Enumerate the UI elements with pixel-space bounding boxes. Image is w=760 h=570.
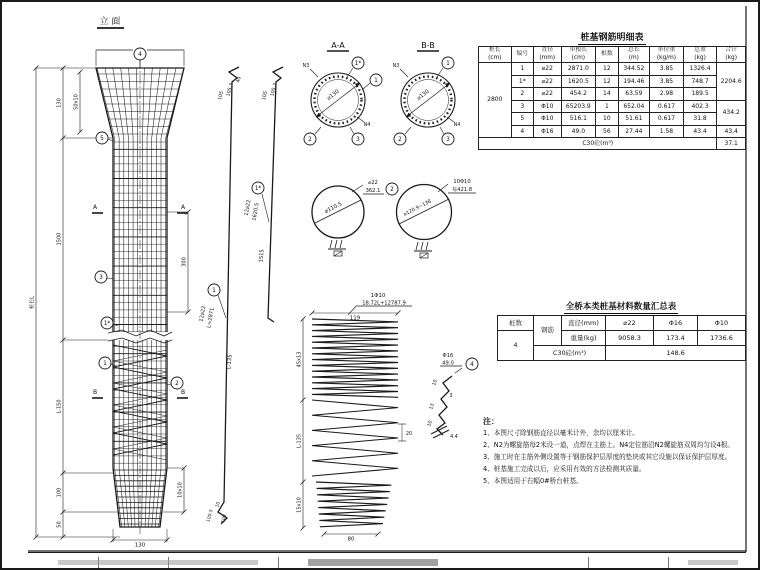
dim-label: 80 (347, 536, 355, 543)
column-header: 编号 (511, 47, 533, 63)
section-cut-mark: A (180, 204, 186, 211)
callout-number: 5 (100, 136, 104, 142)
title-block-divider (588, 557, 589, 570)
column-header: 总长 (m) (618, 47, 650, 63)
dim-label: 1515 (258, 249, 266, 263)
table-cell: ⌀22 (534, 63, 562, 76)
dim-label: 119 (349, 315, 361, 322)
weight-label: 重量(kg) (562, 331, 606, 346)
callout-number: 1* (354, 61, 362, 67)
subtotal-cell: 2204.6 (717, 63, 746, 101)
dim-label: N4 (363, 123, 371, 128)
section-title: A-A (331, 41, 345, 50)
dia-16: Φ16 (654, 316, 698, 331)
table-cell: 189.5 (683, 88, 717, 101)
pile-length-cell: 2800 (479, 63, 512, 138)
table-row (479, 63, 746, 76)
note-item: 2、N2为螺旋筋每2米设一道，点焊在主筋上。N4定位筋沿N2螺旋筋双周均匀设4根。 (483, 441, 734, 450)
note-item: 4、桩基施工完成以后，应采用有效的方法检测其质量。 (483, 465, 646, 474)
table-cell: 14 (596, 88, 618, 101)
dim-label: 105 (261, 90, 270, 101)
material-summary-grid (497, 315, 746, 361)
hoop-detail-1 (312, 186, 364, 238)
dim-label: ⌀130 (326, 88, 341, 102)
dim-label: 1Φ10 (370, 293, 386, 299)
callout-number: 2 (308, 137, 312, 143)
dia-label: 直径(mm) (562, 316, 606, 331)
concrete-label: C30砼(m³) (534, 346, 606, 361)
table-row (479, 88, 746, 101)
callout-number: 1* (103, 321, 111, 327)
dim-label: 4.4 (450, 435, 458, 440)
dim-label: 40 (236, 76, 243, 84)
dim-label: 每421.8 (451, 187, 473, 193)
column-header: 总重 (kg) (683, 47, 717, 63)
table-cell: Φ10 (534, 100, 562, 113)
dim-label: 桩长L (29, 296, 36, 309)
table-cell: 748.7 (683, 75, 717, 88)
dim-label: 10 (215, 501, 222, 509)
notes-block (483, 418, 747, 490)
weight-16: 173.4 (654, 331, 698, 346)
dim-label: 1500 (56, 232, 63, 246)
column-header: 合计 (kg) (717, 47, 746, 63)
table-cell: 31.8 (683, 113, 717, 126)
dim-label: 105.3 (270, 82, 279, 98)
dim-label: ⌀120.9~138 (402, 198, 433, 218)
dim-label: 13 (429, 403, 436, 411)
material-summary-title: 全桥本类桩基材料数量汇总表 (497, 300, 745, 312)
callout-number: 2 (175, 381, 179, 387)
dim-label: ⌀130 (416, 88, 431, 102)
illegible-text-smudge (308, 559, 438, 566)
table-cell: 51.61 (618, 113, 650, 126)
material-summary-table (497, 300, 745, 361)
callout-number: 1 (103, 361, 107, 367)
dim-label: 10 (432, 379, 439, 387)
table-cell: 56 (596, 125, 618, 138)
dim-label: 20 (405, 432, 413, 437)
table-cell: 0.617 (650, 100, 684, 113)
table-cell: 1.58 (650, 125, 684, 138)
section-cut-mark: B (180, 389, 186, 396)
table-cell: 454.2 (561, 88, 596, 101)
column-header: 桩长 (cm) (479, 47, 512, 63)
weight-22: 9058.3 (606, 331, 654, 346)
dim-label: 130 (134, 542, 146, 549)
dim-label: N3 (392, 64, 400, 69)
table-cell: Φ16 (534, 125, 562, 138)
table-cell: 2.98 (650, 88, 684, 101)
callout-number: 1* (254, 186, 262, 192)
section-cut-mark: A (92, 204, 98, 211)
dim-label: ⌀22 (368, 180, 378, 186)
table-cell: 12 (596, 63, 618, 76)
dim-label: 100 (220, 514, 229, 524)
dim-label: 105 (217, 90, 226, 101)
dim-label: ⌀110.5 (323, 201, 344, 216)
note-item: 5、本图适用于右幅0#桥台桩基。 (483, 477, 583, 486)
table-cell: 3.85 (650, 75, 684, 88)
table-cell: 49.0 (561, 125, 596, 138)
callout-number: 1 (446, 61, 450, 67)
table-cell: 1620.5 (561, 75, 596, 88)
table-cell: 5 (511, 113, 533, 126)
dim-label: L=2871 (206, 307, 216, 329)
table-cell: 10 (596, 113, 618, 126)
dim-label: L-135 (296, 433, 303, 449)
column-header: 直径 (mm) (534, 47, 562, 63)
callout-number: 2 (390, 187, 394, 193)
table-cell: 1326.4 (683, 63, 717, 76)
dim-label: 50 (56, 521, 63, 528)
rebar-schedule-table (478, 30, 746, 150)
table-cell: 12 (596, 75, 618, 88)
dim-label: 10 (427, 420, 434, 428)
pile-count-value: 4 (498, 331, 534, 361)
table-cell: 3 (511, 100, 533, 113)
title-block-divider (278, 557, 279, 570)
table-cell: Φ10 (534, 113, 562, 126)
table-cell: 652.04 (618, 100, 650, 113)
section-cut-mark: B (92, 389, 98, 396)
subtotal-cell: 43.4 (717, 125, 746, 138)
dim-label: 130 (56, 98, 63, 108)
concrete-label: C30砼(m³) (479, 138, 717, 150)
dim-label: 362.1 (365, 188, 381, 194)
column-header: 单根长 (cm) (561, 47, 596, 63)
title-block-strip (28, 552, 746, 570)
table-cell: 194.46 (618, 75, 650, 88)
pile-count-label: 桩数 (498, 316, 534, 331)
table-row (479, 100, 746, 113)
table-cell: 1 (596, 100, 618, 113)
dim-label: 12⌀22 (198, 305, 208, 323)
table-row (479, 75, 746, 88)
table-row (479, 113, 746, 126)
callout-number: 3 (446, 137, 450, 143)
dim-label: 10Φ10 (453, 179, 471, 185)
concrete-value: 148.6 (606, 346, 746, 361)
table-cell: 1* (511, 75, 533, 88)
dim-label: 49.0 (442, 360, 454, 367)
note-item: 3、施工时在主筋外侧设置等于钢筋保护层厚度的垫块或其它设施以保证保护层厚度。 (483, 453, 732, 462)
weight-10: 1736.6 (698, 331, 746, 346)
table-cell: 65203.9 (561, 100, 596, 113)
callout-number: 4 (470, 362, 474, 368)
subtotal-cell: 434.2 (717, 100, 746, 125)
dim-label: N3 (302, 64, 310, 69)
table-cell: ⌀22 (534, 88, 562, 101)
table-cell: 402.3 (683, 100, 717, 113)
dim-label: L-135 (226, 354, 234, 370)
table-cell: 344.52 (618, 63, 650, 76)
table-cell: 3.85 (650, 63, 684, 76)
dim-label: Φ16 (442, 353, 454, 359)
callout-number: 3 (99, 275, 103, 281)
note-item: 1、本图尺寸除钢筋直径以毫米计外，余均以厘米计。 (483, 429, 639, 437)
dim-label: 100.5 (206, 508, 215, 523)
notes-title: 注： (483, 417, 499, 426)
rebar-schedule-grid (478, 46, 746, 150)
callout-number: 1 (212, 288, 216, 294)
dia-10: Φ10 (698, 316, 746, 331)
table-cell: 63.59 (618, 88, 650, 101)
callout-number: 3 (356, 137, 360, 143)
table-cell: 2 (511, 88, 533, 101)
table-cell: ⌀22 (534, 75, 562, 88)
dim-label: 100 (56, 487, 63, 498)
concrete-row (479, 138, 746, 150)
dim-label: N4 (453, 123, 461, 128)
dim-label: 12⌀22 (243, 199, 253, 217)
rebar-label: 钢筋 (534, 316, 562, 346)
dim-label: 1620.5 (251, 202, 261, 222)
column-header: 单位重 (kg/m) (650, 47, 684, 63)
callout-number: 4 (138, 52, 142, 58)
table-cell: 516.1 (561, 113, 596, 126)
rebar-schedule-title: 桩基钢筋明细表 (478, 30, 746, 43)
illegible-text-smudge (58, 560, 258, 565)
dim-label: 300 (181, 257, 188, 267)
section-title: B-B (421, 41, 435, 50)
table-cell: 43.4 (683, 125, 717, 138)
elevation-title: 立 面 (99, 17, 121, 27)
dim-label: 105.3 (226, 82, 235, 98)
dim-label: 50x10 (73, 94, 80, 110)
table-cell: 0.617 (650, 113, 684, 126)
callout-number: 1 (374, 78, 378, 84)
callout-number: 2 (398, 137, 402, 143)
dim-label: 18.72L+12787.9 (362, 300, 406, 307)
table-row (479, 125, 746, 138)
dia-22: ⌀22 (606, 316, 654, 331)
column-header: 根数 (596, 47, 618, 63)
dim-label: 45x13 (296, 351, 303, 368)
table-cell: 2871.0 (561, 63, 596, 76)
table-cell: 1 (511, 63, 533, 76)
title-block-divider (668, 557, 669, 570)
pile-rebar-hatch (97, 68, 184, 527)
illegible-text-smudge (688, 560, 738, 565)
dim-label: L-150 (56, 399, 63, 414)
dim-label: 15x10 (296, 497, 303, 513)
dim-label: 3 (449, 394, 453, 399)
table-cell: 27.44 (618, 125, 650, 138)
concrete-value: 37.1 (717, 138, 746, 150)
table-cell: 4 (511, 125, 533, 138)
dim-label: 10x10 (177, 482, 184, 498)
